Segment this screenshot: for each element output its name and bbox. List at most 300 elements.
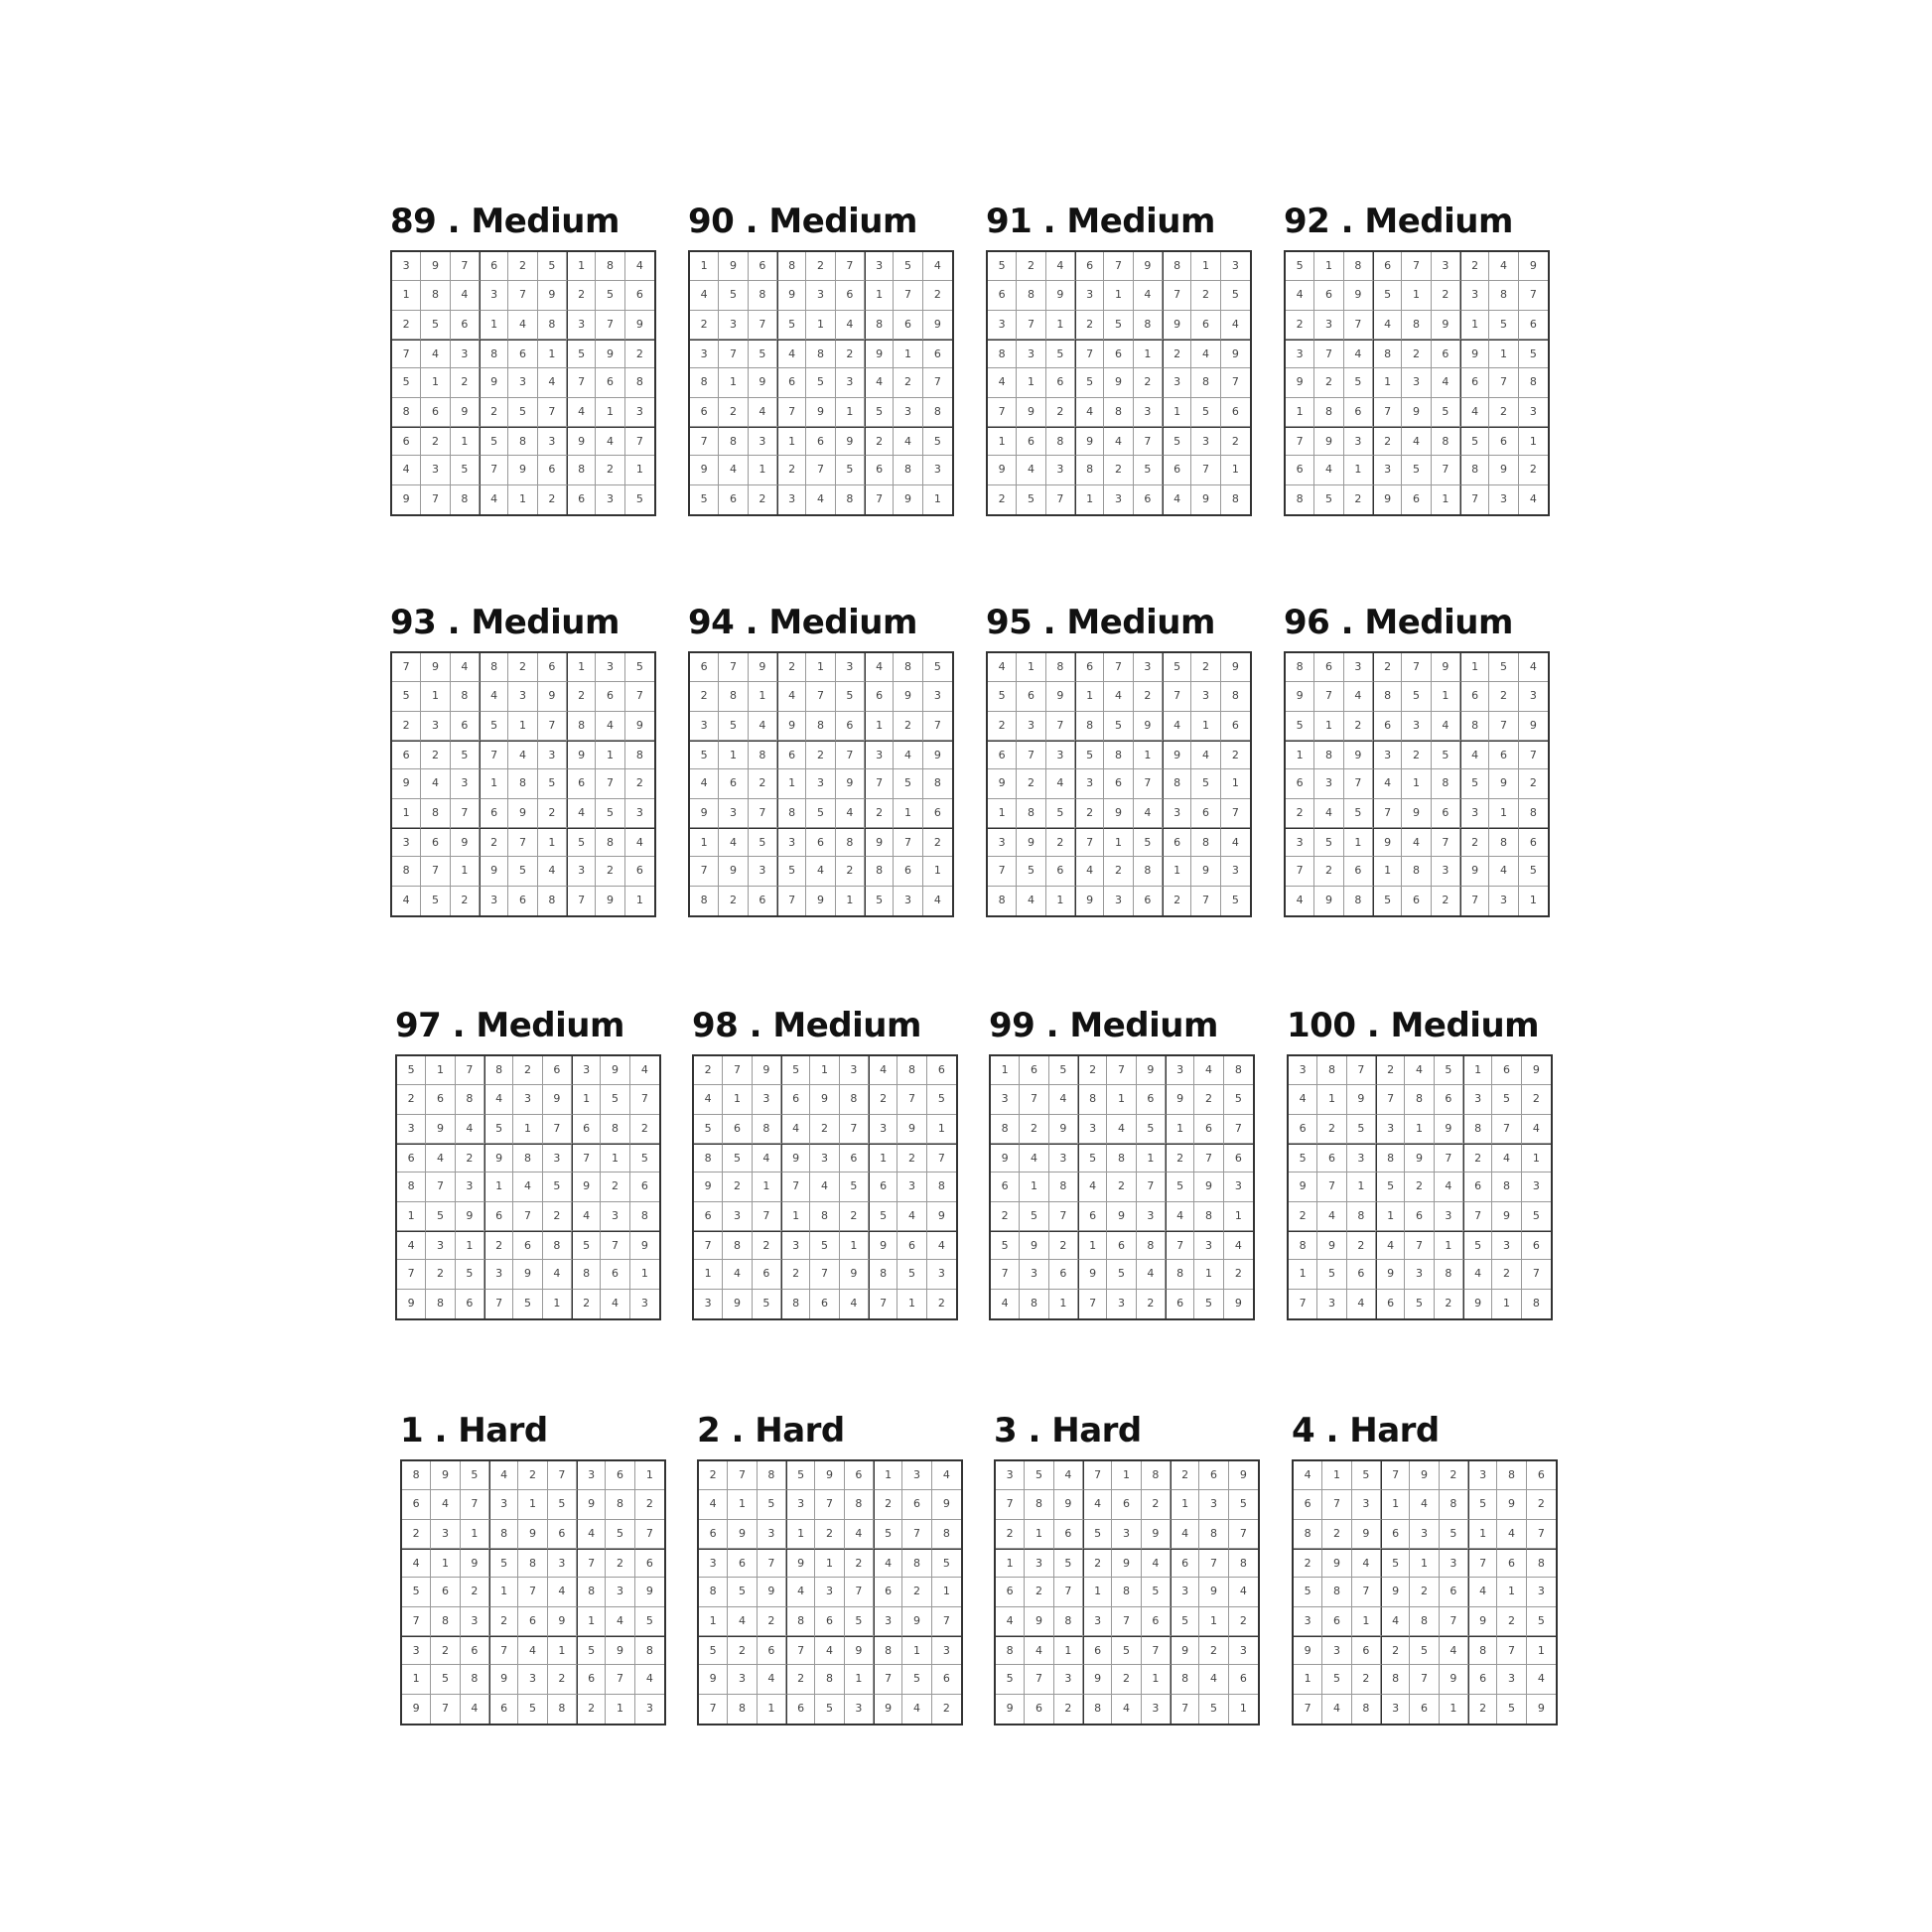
grid-cell: 3 <box>786 1490 815 1519</box>
grid-cell: 9 <box>1234 1297 1242 1311</box>
grid-cell: 6 <box>1347 1260 1376 1289</box>
sudoku-puzzle <box>395 1006 663 1320</box>
grid-cell: 6 <box>601 1260 629 1289</box>
grid-cell: 8 <box>1489 281 1518 310</box>
grid-cell: 3 <box>456 1173 484 1201</box>
grid-cell: 4 <box>902 1695 931 1724</box>
grid-cell: 5 <box>451 741 480 769</box>
grid-cell: 7 <box>1373 398 1402 427</box>
grid-cell: 5 <box>421 887 450 915</box>
grid-cell: 7 <box>1376 1085 1405 1114</box>
grid-cell: 9 <box>1017 828 1045 857</box>
grid-cell: 5 <box>1373 887 1402 915</box>
grid-cell: 9 <box>606 1636 634 1665</box>
grid-cell: 7 <box>923 368 952 397</box>
grid-cell: 3 <box>1286 828 1314 857</box>
grid-cell: 4 <box>1402 427 1431 456</box>
grid-cell: 6 <box>567 769 596 798</box>
grid-cell: 5 <box>1054 1549 1083 1578</box>
grid-cell: 1 <box>836 398 865 427</box>
grid-cell: 4 <box>1381 1607 1410 1636</box>
grid-cell: 5 <box>635 1607 664 1636</box>
grid-cell: 5 <box>1171 1607 1199 1636</box>
grid-cell: 9 <box>1463 1290 1492 1318</box>
grid-cell: 6 <box>894 311 922 340</box>
sudoku-grid <box>400 1459 666 1725</box>
grid-cell: 4 <box>806 485 835 514</box>
grid-cell: 7 <box>1410 1665 1439 1694</box>
grid-cell: 1 <box>397 1202 426 1231</box>
grid-cell: 2 <box>1075 799 1104 828</box>
grid-cell: 4 <box>777 340 806 368</box>
grid-cell: 8 <box>1347 1202 1376 1231</box>
grid-cell: 6 <box>397 1144 426 1173</box>
grid-cell: 1 <box>777 769 806 798</box>
grid-cell: 8 <box>1104 398 1133 427</box>
grid-cell: 2 <box>1463 1144 1492 1173</box>
grid-cell: 1 <box>786 1520 815 1549</box>
sudoku-puzzle <box>697 1411 965 1725</box>
grid-cell: 8 <box>1078 1085 1107 1114</box>
grid-cell: 9 <box>1435 1115 1463 1144</box>
grid-cell: 8 <box>596 252 624 281</box>
grid-cell: 3 <box>451 769 480 798</box>
grid-cell: 9 <box>897 1115 926 1144</box>
grid-cell: 3 <box>1163 799 1191 828</box>
grid-cell: 4 <box>1529 492 1537 506</box>
grid-cell: 9 <box>1078 1260 1107 1289</box>
grid-cell: 1 <box>1199 1607 1228 1636</box>
grid-cell: 3 <box>1104 485 1133 514</box>
grid-cell: 2 <box>480 828 508 857</box>
grid-cell: 9 <box>1286 368 1314 397</box>
grid-cell: 4 <box>1460 741 1489 769</box>
grid-cell: 5 <box>1104 311 1133 340</box>
puzzle-title: 91 . Medium <box>986 202 1215 241</box>
grid-cell: 8 <box>1489 828 1518 857</box>
grid-cell: 6 <box>538 456 567 484</box>
grid-cell: 4 <box>1163 485 1191 514</box>
grid-cell: 3 <box>1166 1056 1194 1085</box>
grid-cell: 9 <box>1107 1202 1136 1231</box>
grid-cell: 2 <box>865 799 894 828</box>
grid-cell: 8 <box>1432 427 1460 456</box>
grid-cell: 2 <box>1134 368 1163 397</box>
grid-cell: 5 <box>1410 1636 1439 1665</box>
grid-cell: 3 <box>1191 682 1220 711</box>
grid-cell: 4 <box>1046 769 1075 798</box>
grid-cell: 9 <box>577 1490 606 1519</box>
grid-cell: 3 <box>1492 1231 1521 1260</box>
grid-cell: 4 <box>1468 1578 1497 1606</box>
grid-cell: 8 <box>518 1549 547 1578</box>
grid-cell: 1 <box>489 1578 518 1606</box>
grid-cell: 8 <box>567 712 596 741</box>
grid-cell: 4 <box>749 712 777 741</box>
grid-cell: 9 <box>1347 1085 1376 1114</box>
grid-cell: 9 <box>392 769 421 798</box>
grid-cell: 8 <box>865 857 894 886</box>
grid-cell: 3 <box>508 368 537 397</box>
grid-cell: 1 <box>1347 1173 1376 1201</box>
grid-cell: 1 <box>1352 1607 1381 1636</box>
grid-cell: 1 <box>988 799 1017 828</box>
grid-cell: 2 <box>421 741 450 769</box>
grid-cell: 1 <box>1489 799 1518 828</box>
grid-cell: 8 <box>1314 741 1343 769</box>
grid-cell: 8 <box>1435 1260 1463 1289</box>
grid-cell: 6 <box>1317 1144 1346 1173</box>
grid-cell: 2 <box>596 456 624 484</box>
grid-cell: 6 <box>1314 653 1343 682</box>
grid-cell: 7 <box>806 682 835 711</box>
grid-cell: 2 <box>991 1202 1020 1231</box>
grid-cell: 6 <box>431 1578 460 1606</box>
grid-cell: 7 <box>1017 741 1045 769</box>
grid-cell: 9 <box>421 252 450 281</box>
grid-cell: 5 <box>991 1231 1020 1260</box>
grid-cell: 9 <box>988 456 1017 484</box>
grid-cell: 9 <box>1049 1115 1078 1144</box>
grid-cell: 7 <box>1134 769 1163 798</box>
grid-cell: 7 <box>991 1260 1020 1289</box>
grid-cell: 9 <box>1191 485 1220 514</box>
sudoku-grid <box>390 250 656 516</box>
grid-cell: 7 <box>1294 1695 1322 1724</box>
grid-cell: 1 <box>1166 1115 1194 1144</box>
grid-cell: 8 <box>538 887 567 915</box>
grid-cell: 4 <box>1107 1115 1136 1144</box>
grid-cell: 3 <box>719 799 748 828</box>
grid-cell: 8 <box>1134 311 1163 340</box>
grid-cell: 8 <box>1402 857 1431 886</box>
grid-cell: 7 <box>538 712 567 741</box>
grid-cell: 1 <box>1468 1520 1497 1549</box>
grid-cell: 6 <box>728 1549 757 1578</box>
grid-cell: 7 <box>392 653 421 682</box>
grid-cell: 6 <box>421 398 450 427</box>
grid-cell: 6 <box>1322 1607 1351 1636</box>
grid-cell: 7 <box>777 887 806 915</box>
grid-cell: 7 <box>749 311 777 340</box>
grid-cell: 2 <box>1112 1665 1141 1694</box>
grid-cell: 3 <box>996 1461 1025 1490</box>
grid-cell: 9 <box>1537 1702 1545 1716</box>
grid-cell: 8 <box>1054 1607 1083 1636</box>
grid-cell: 5 <box>777 857 806 886</box>
grid-cell: 1 <box>1239 1702 1247 1716</box>
grid-cell: 9 <box>1194 1173 1223 1201</box>
sudoku-grid <box>692 1054 958 1320</box>
puzzle-title: 95 . Medium <box>986 603 1215 642</box>
grid-cell: 9 <box>1432 311 1460 340</box>
grid-cell: 7 <box>1163 281 1191 310</box>
grid-cell: 8 <box>548 1695 577 1724</box>
grid-cell: 4 <box>567 398 596 427</box>
grid-cell: 5 <box>749 340 777 368</box>
grid-cell: 8 <box>1163 769 1191 798</box>
grid-cell: 7 <box>1142 1636 1171 1665</box>
grid-cell: 7 <box>988 857 1017 886</box>
grid-cell: 6 <box>392 741 421 769</box>
grid-cell: 9 <box>777 281 806 310</box>
grid-cell: 2 <box>1221 427 1250 456</box>
grid-cell: 1 <box>806 311 835 340</box>
grid-cell: 2 <box>508 653 537 682</box>
grid-cell: 7 <box>397 1260 426 1289</box>
grid-cell: 7 <box>753 1202 781 1231</box>
grid-cell: 8 <box>1294 1520 1322 1549</box>
sudoku-grid <box>697 1459 963 1725</box>
grid-cell: 9 <box>923 741 952 769</box>
grid-cell: 1 <box>1112 1461 1141 1490</box>
grid-cell: 1 <box>431 1549 460 1578</box>
grid-cell: 7 <box>630 1085 659 1114</box>
grid-cell: 5 <box>1134 828 1163 857</box>
grid-cell: 4 <box>508 741 537 769</box>
grid-cell: 3 <box>1497 1665 1526 1694</box>
grid-cell: 6 <box>1049 1260 1078 1289</box>
grid-cell: 8 <box>923 769 952 798</box>
grid-cell: 4 <box>1286 887 1314 915</box>
grid-cell: 5 <box>489 1549 518 1578</box>
grid-cell: 2 <box>402 1520 431 1549</box>
grid-cell: 2 <box>456 1144 484 1173</box>
grid-cell: 7 <box>902 1520 931 1549</box>
grid-cell: 4 <box>874 1549 902 1578</box>
grid-cell: 6 <box>988 741 1017 769</box>
grid-cell: 6 <box>1497 1549 1526 1578</box>
grid-cell: 2 <box>806 252 835 281</box>
grid-cell: 3 <box>719 311 748 340</box>
grid-cell: 6 <box>1352 1636 1381 1665</box>
grid-cell: 7 <box>836 741 865 769</box>
grid-cell: 2 <box>1025 1578 1053 1606</box>
grid-cell: 4 <box>1083 1490 1112 1519</box>
grid-cell: 7 <box>1134 427 1163 456</box>
grid-cell: 9 <box>1352 1520 1381 1549</box>
grid-cell: 2 <box>1104 857 1133 886</box>
grid-cell: 9 <box>635 1578 664 1606</box>
grid-cell: 8 <box>758 1461 786 1490</box>
grid-cell: 5 <box>421 311 450 340</box>
grid-cell: 4 <box>1352 1549 1381 1578</box>
grid-cell: 9 <box>1440 1665 1468 1694</box>
grid-cell: 3 <box>874 1607 902 1636</box>
grid-cell: 6 <box>1440 1578 1468 1606</box>
grid-cell: 5 <box>719 281 748 310</box>
sudoku-grid <box>989 1054 1255 1320</box>
grid-cell: 5 <box>392 368 421 397</box>
grid-cell: 7 <box>1344 311 1373 340</box>
grid-cell: 6 <box>815 1607 844 1636</box>
grid-cell: 7 <box>1104 252 1133 281</box>
grid-cell: 7 <box>1402 252 1431 281</box>
grid-cell: 4 <box>865 653 894 682</box>
grid-cell: 8 <box>456 1085 484 1114</box>
grid-cell: 7 <box>1432 828 1460 857</box>
grid-cell: 4 <box>456 1115 484 1144</box>
grid-cell: 7 <box>690 857 719 886</box>
grid-cell: 5 <box>1522 1202 1551 1231</box>
grid-cell: 5 <box>1344 368 1373 397</box>
grid-cell: 8 <box>874 1636 902 1665</box>
grid-cell: 2 <box>484 1231 513 1260</box>
grid-cell: 9 <box>402 1695 431 1724</box>
grid-cell: 3 <box>392 828 421 857</box>
grid-cell: 7 <box>1046 485 1075 514</box>
grid-cell: 9 <box>1286 682 1314 711</box>
grid-cell: 5 <box>461 1461 489 1490</box>
grid-cell: 1 <box>635 894 643 907</box>
grid-cell: 7 <box>988 398 1017 427</box>
grid-cell: 3 <box>806 769 835 798</box>
grid-cell: 7 <box>1224 1115 1253 1144</box>
grid-cell: 2 <box>1049 1231 1078 1260</box>
grid-cell: 8 <box>1191 828 1220 857</box>
grid-cell: 9 <box>815 1461 844 1490</box>
grid-cell: 5 <box>894 769 922 798</box>
grid-cell: 4 <box>1112 1695 1141 1724</box>
grid-cell: 1 <box>1322 1461 1351 1490</box>
grid-cell: 4 <box>402 1549 431 1578</box>
grid-cell: 9 <box>451 398 480 427</box>
grid-cell: 5 <box>518 1695 547 1724</box>
grid-cell: 6 <box>694 1202 723 1231</box>
grid-cell: 2 <box>753 1231 781 1260</box>
grid-cell: 9 <box>777 712 806 741</box>
grid-cell: 4 <box>577 1520 606 1549</box>
grid-cell: 6 <box>1171 1549 1199 1578</box>
grid-cell: 1 <box>421 682 450 711</box>
grid-cell: 1 <box>1049 1290 1078 1318</box>
grid-cell: 3 <box>845 1695 874 1724</box>
grid-cell: 1 <box>1134 340 1163 368</box>
sudoku-puzzle <box>688 202 956 516</box>
grid-cell: 5 <box>596 281 624 310</box>
grid-cell: 5 <box>1199 1695 1228 1724</box>
grid-cell: 7 <box>518 1578 547 1606</box>
grid-cell: 2 <box>1352 1665 1381 1694</box>
grid-cell: 5 <box>397 1056 426 1085</box>
grid-cell: 1 <box>902 1636 931 1665</box>
sudoku-puzzle <box>1284 603 1552 917</box>
puzzle-title: 2 . Hard <box>697 1411 845 1450</box>
grid-cell: 4 <box>836 799 865 828</box>
grid-cell: 6 <box>484 1202 513 1231</box>
grid-cell: 3 <box>489 1490 518 1519</box>
grid-cell: 1 <box>1376 1202 1405 1231</box>
grid-cell: 3 <box>749 427 777 456</box>
grid-cell: 3 <box>988 311 1017 340</box>
grid-cell: 1 <box>601 1144 629 1173</box>
sudoku-puzzle <box>390 603 658 917</box>
grid-cell: 8 <box>1231 492 1239 506</box>
grid-cell: 9 <box>1221 653 1250 682</box>
grid-cell: 1 <box>1519 427 1548 456</box>
grid-cell: 3 <box>749 857 777 886</box>
grid-cell: 5 <box>1046 340 1075 368</box>
grid-cell: 2 <box>1294 1549 1322 1578</box>
grid-cell: 7 <box>932 1607 961 1636</box>
grid-cell: 7 <box>625 427 654 456</box>
grid-cell: 1 <box>988 427 1017 456</box>
grid-cell: 8 <box>728 1695 757 1724</box>
grid-cell: 8 <box>451 485 480 514</box>
grid-cell: 8 <box>543 1231 572 1260</box>
grid-cell: 8 <box>1432 769 1460 798</box>
puzzle-title: 93 . Medium <box>390 603 620 642</box>
grid-cell: 2 <box>1286 311 1314 340</box>
grid-cell: 6 <box>1020 1056 1048 1085</box>
grid-cell: 3 <box>1134 653 1163 682</box>
grid-cell: 1 <box>548 1636 577 1665</box>
grid-cell: 3 <box>572 1056 601 1085</box>
grid-cell: 6 <box>451 712 480 741</box>
grid-cell: 2 <box>728 1636 757 1665</box>
grid-cell: 9 <box>489 1665 518 1694</box>
grid-cell: 1 <box>508 712 537 741</box>
grid-cell: 5 <box>1142 1578 1171 1606</box>
grid-cell: 2 <box>723 1173 752 1201</box>
grid-cell: 6 <box>786 1695 815 1724</box>
grid-cell: 6 <box>810 1290 839 1318</box>
grid-cell: 3 <box>902 1461 931 1490</box>
grid-cell: 8 <box>719 427 748 456</box>
grid-cell: 9 <box>1344 741 1373 769</box>
grid-cell: 6 <box>1519 311 1548 340</box>
grid-cell: 5 <box>1519 857 1548 886</box>
grid-cell: 8 <box>786 1607 815 1636</box>
sudoku-grid <box>390 651 656 917</box>
grid-cell: 1 <box>815 1549 844 1578</box>
grid-cell: 1 <box>865 712 894 741</box>
grid-cell: 8 <box>513 1144 542 1173</box>
grid-cell: 9 <box>865 340 894 368</box>
grid-cell: 2 <box>1286 799 1314 828</box>
grid-cell: 8 <box>1460 712 1489 741</box>
grid-cell: 3 <box>1405 1260 1434 1289</box>
grid-cell: 1 <box>749 682 777 711</box>
grid-cell: 1 <box>1317 1085 1346 1114</box>
grid-cell: 5 <box>1025 1461 1053 1490</box>
grid-cell: 9 <box>991 1144 1020 1173</box>
grid-cell: 2 <box>1229 1607 1258 1636</box>
grid-cell: 2 <box>1289 1202 1317 1231</box>
grid-cell: 6 <box>1137 1085 1166 1114</box>
grid-cell: 6 <box>596 368 624 397</box>
grid-cell: 8 <box>1410 1607 1439 1636</box>
grid-cell: 9 <box>538 682 567 711</box>
grid-cell: 3 <box>815 1578 844 1606</box>
grid-cell: 9 <box>1046 682 1075 711</box>
grid-cell: 6 <box>1405 1202 1434 1231</box>
grid-cell: 4 <box>723 1260 752 1289</box>
grid-cell: 8 <box>635 1636 664 1665</box>
grid-cell: 8 <box>1322 1578 1351 1606</box>
grid-cell: 1 <box>781 1202 810 1231</box>
grid-cell: 2 <box>1519 456 1548 484</box>
grid-cell: 6 <box>897 1231 926 1260</box>
grid-cell: 8 <box>810 1202 839 1231</box>
grid-cell: 3 <box>1020 1260 1048 1289</box>
grid-cell: 5 <box>538 769 567 798</box>
grid-cell: 7 <box>1527 1520 1556 1549</box>
grid-cell: 7 <box>815 1490 844 1519</box>
grid-cell: 1 <box>1344 456 1373 484</box>
grid-cell: 8 <box>777 252 806 281</box>
grid-cell: 7 <box>489 1636 518 1665</box>
